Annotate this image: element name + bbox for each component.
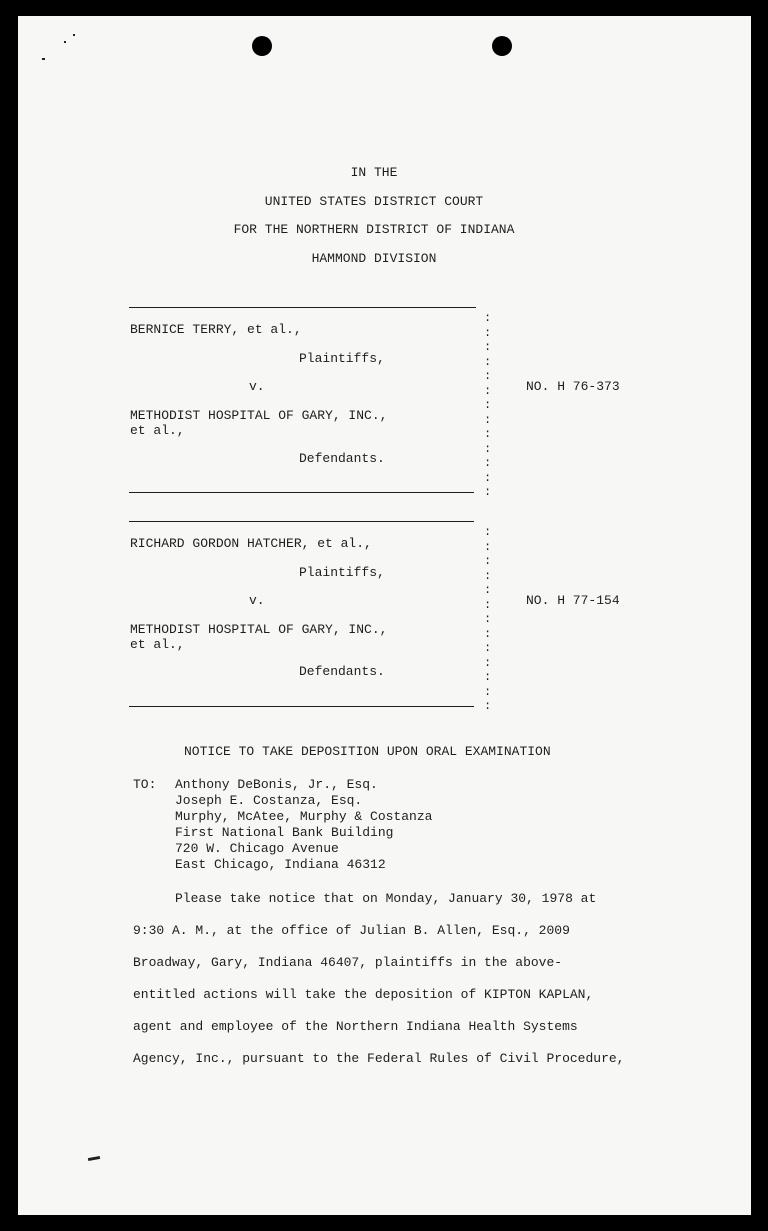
caption-top-rule — [129, 307, 476, 308]
body-line: Please take notice that on Monday, January 30, 1978 at — [175, 891, 597, 906]
speck-mark — [73, 34, 75, 36]
body-line: agent and employee of the Northern Indiana Health Systems — [133, 1019, 578, 1034]
case-number: NO. H 76-373 — [526, 379, 620, 394]
caption-top-rule — [129, 521, 474, 522]
court-header-line3: FOR THE NORTHERN DISTRICT OF INDIANA — [233, 222, 515, 237]
caption-bottom-rule — [129, 706, 474, 707]
body-line: Agency, Inc., pursuant to the Federal Rules of Civil Procedure, — [133, 1051, 625, 1066]
body-line: entitled actions will take the deposition of KIPTON KAPLAN, — [133, 987, 594, 1002]
versus-label: v. — [249, 379, 265, 394]
address-line: Anthony DeBonis, Jr., Esq. — [175, 777, 378, 792]
body-line: Broadway, Gary, Indiana 46407, plaintiffs in the above- — [133, 955, 563, 970]
address-line: East Chicago, Indiana 46312 — [175, 857, 386, 872]
court-header-line1: IN THE — [350, 165, 398, 180]
plaintiffs-role: Plaintiffs, — [299, 565, 385, 580]
plaintiffs-role: Plaintiffs, — [299, 351, 385, 366]
notice-title: NOTICE TO TAKE DEPOSITION UPON ORAL EXAMINATION — [184, 744, 551, 759]
defendants-name-line1: METHODIST HOSPITAL OF GARY, INC., — [130, 408, 388, 423]
document-page — [18, 16, 751, 1215]
address-line: Joseph E. Costanza, Esq. — [175, 793, 363, 808]
defendants-role: Defendants. — [299, 451, 385, 466]
court-header-line4: HAMMOND DIVISION — [311, 251, 437, 266]
caption-colon-column: : : : : : : : : : : : : : — [484, 311, 492, 499]
caption-colon-column: : : : : : : : : : : : : : — [484, 525, 492, 713]
case-number: NO. H 77-154 — [526, 593, 620, 608]
versus-label: v. — [249, 593, 265, 608]
court-header-line2: UNITED STATES DISTRICT COURT — [264, 194, 484, 209]
speck-mark — [42, 58, 45, 60]
defendants-name-line2: et al., — [130, 423, 185, 438]
defendants-name-line2: et al., — [130, 637, 185, 652]
body-line: 9:30 A. M., at the office of Julian B. Allen, Esq., 2009 — [133, 923, 570, 938]
defendants-role: Defendants. — [299, 664, 385, 679]
punch-hole-left — [252, 36, 272, 56]
punch-hole-right — [492, 36, 512, 56]
plaintiffs-name: RICHARD GORDON HATCHER, et al., — [130, 536, 372, 551]
address-line: 720 W. Chicago Avenue — [175, 841, 339, 856]
plaintiffs-name: BERNICE TERRY, et al., — [130, 322, 302, 337]
address-line: Murphy, McAtee, Murphy & Costanza — [175, 809, 433, 824]
to-label: TO: — [133, 777, 157, 792]
address-line: First National Bank Building — [175, 825, 394, 840]
defendants-name-line1: METHODIST HOSPITAL OF GARY, INC., — [130, 622, 388, 637]
speck-mark — [88, 1156, 100, 1161]
speck-mark — [64, 41, 66, 43]
caption-bottom-rule — [129, 492, 474, 493]
